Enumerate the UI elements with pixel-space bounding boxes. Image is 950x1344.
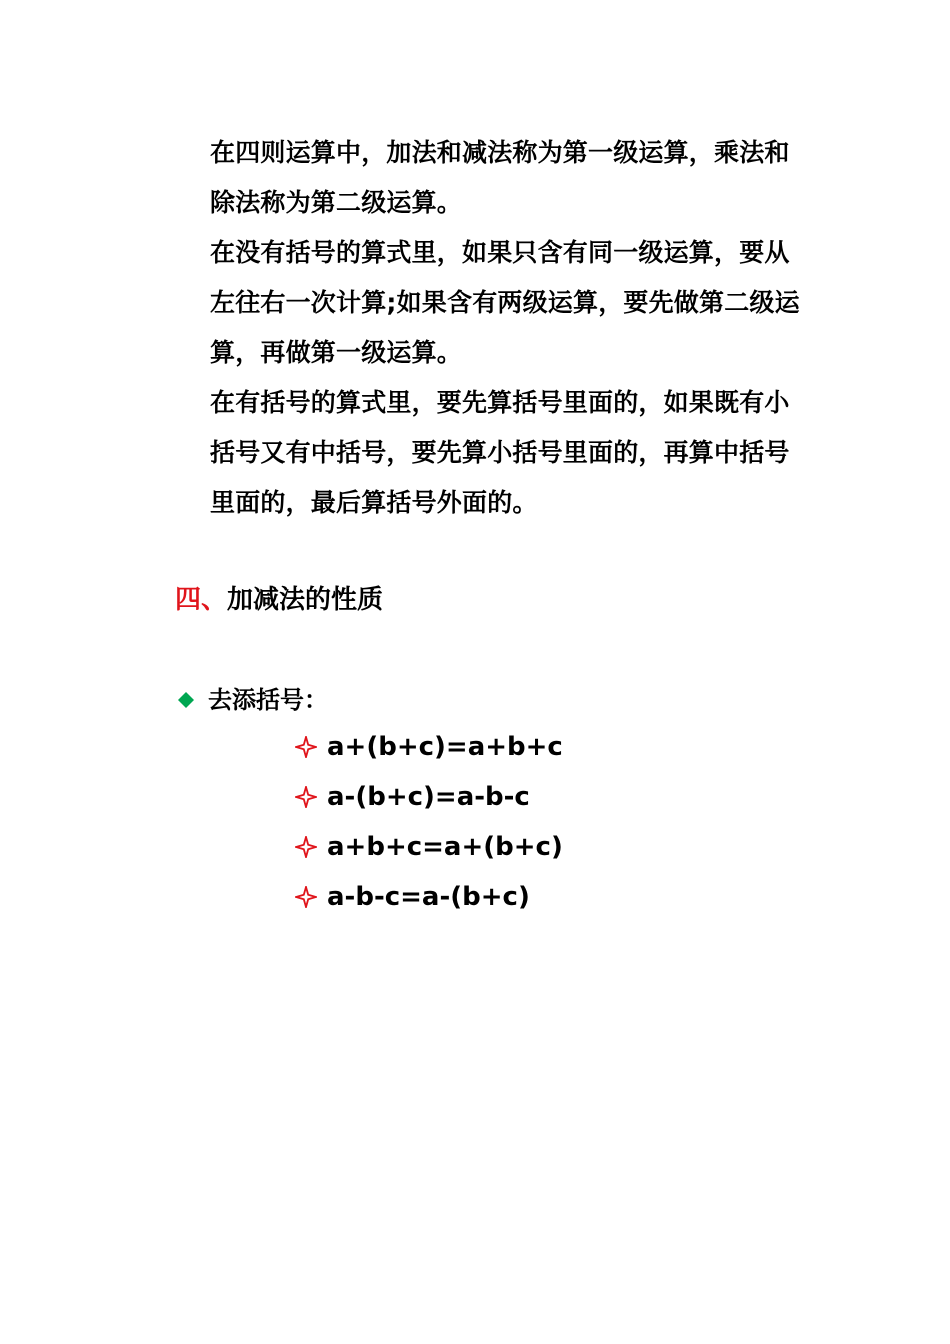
paragraph-line: 里面的，最后算括号外面的。 <box>210 488 538 517</box>
subsection-heading <box>178 680 328 720</box>
formula-item <box>295 772 563 822</box>
section-title: 加减法的性质 <box>227 585 384 615</box>
paragraph-line: 在有括号的算式里，要先算括号里面的，如果既有小 <box>210 388 790 417</box>
formula-text: a-b-c=a-(b+c) <box>327 882 530 912</box>
four-point-star-outline-icon <box>295 736 317 758</box>
section-number: 四、 <box>175 585 228 615</box>
four-point-star-outline-icon <box>295 886 317 908</box>
formula-list <box>295 722 563 922</box>
paragraph-line: 除法称为第二级运算。 <box>210 188 463 217</box>
paragraph-line: 在没有括号的算式里，如果只含有同一级运算，要从 <box>210 238 790 267</box>
four-point-star-outline-icon <box>295 836 317 858</box>
paragraph-line: 括号又有中括号，要先算小括号里面的，再算中括号 <box>210 438 790 467</box>
formula-item <box>295 722 563 772</box>
paragraph-line: 左往右一次计算;如果含有两级运算，要先做第二级运 <box>210 288 800 317</box>
rules-paragraph <box>210 128 810 528</box>
four-point-star-outline-icon <box>295 786 317 808</box>
formula-text: a+b+c=a+(b+c) <box>327 832 563 862</box>
paragraph-line: 在四则运算中，加法和减法称为第一级运算，乘法和 <box>210 138 790 167</box>
section-heading <box>175 578 383 622</box>
formula-item <box>295 872 563 922</box>
subsection-title: 去添括号： <box>208 686 328 714</box>
green-diamond-icon <box>178 692 194 708</box>
formula-text: a+(b+c)=a+b+c <box>327 732 563 762</box>
formula-item <box>295 822 563 872</box>
paragraph-line: 算，再做第一级运算。 <box>210 338 463 367</box>
formula-text: a-(b+c)=a-b-c <box>327 782 530 812</box>
